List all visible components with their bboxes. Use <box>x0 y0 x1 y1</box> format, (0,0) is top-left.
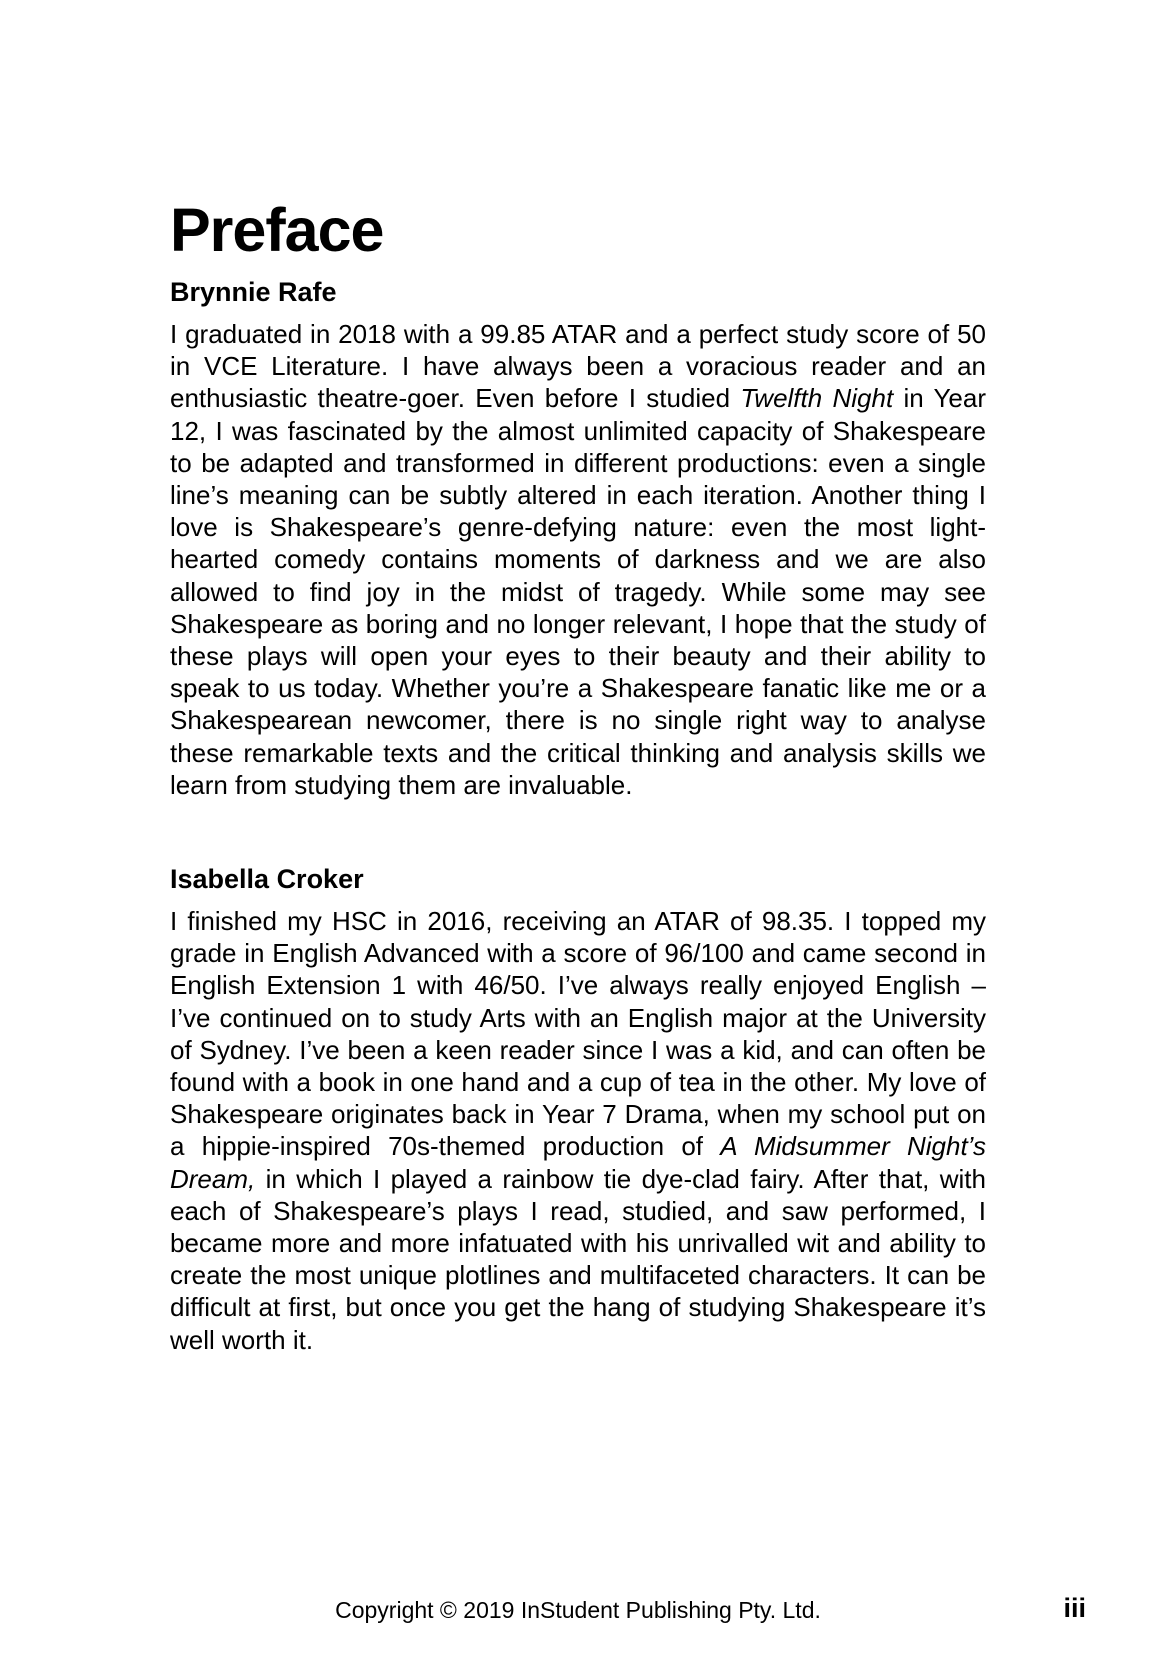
page-title: Preface <box>170 196 384 264</box>
paragraph-segment: in which I played a rainbow tie dye-clad fairy. After that, with each of Shakespeare’s plays I read, studied, and saw performed, I became more and more infatuated with his unrivalled wit and ability to create the most unique plotlines and multifaceted characters. It can be difficult at first, but once you get the hang of studying Shakespeare it’s well worth it. <box>170 1163 986 1355</box>
footer-copyright: Copyright © 2019 InStudent Publishing Pty. Ltd. <box>335 1597 821 1623</box>
book-title-midsummer-nights-dream: A Midsummer Night’s Dream, <box>170 1131 986 1194</box>
section-brynnie-rafe <box>170 276 986 801</box>
author-heading-brynnie-rafe: Brynnie Rafe <box>170 277 337 307</box>
paragraph-isabella-croker <box>170 905 986 1356</box>
paragraph-segment: I finished my HSC in 2016, receiving an ATAR of 98.35. I topped my grade in English Advanced with a score of 96/100 and came second in English Extension 1 with 46/50. I’ve always really enjoyed English – I’ve continued on to study Arts with an English major at the University of Sydney. I’ve been a keen reader since I was a kid, and can often be found with a book in one hand and a cup of tea in the other. My love of Shakespeare originates back in Year 7 Drama, when my school put on a hippie-inspired 70s-themed production of <box>170 906 986 1162</box>
section-isabella-croker <box>170 863 986 1356</box>
author-heading-isabella-croker: Isabella Croker <box>170 864 364 895</box>
paragraph-segment: in Year 12, I was fascinated by the almost unlimited capacity of Shakespeare to be adapted and transformed in different productions: even a single line’s meaning can be subtly altered in each iteration. Another thing I love is Shakespeare’s genre-defying nature: even the most light-hearted comedy contains moments of darkness and we are also allowed to find joy in the midst of tragedy. While some may see Shakespeare as boring and no longer relevant, I hope that the study of these plays will open your eyes to their beauty and their ability to speak to us today. Whether you’re a Shakespeare fanatic like me or a Shakespearean newcomer, there is no single right way to analyse these remarkable texts and the critical thinking and analysis skills we learn from studying them are invaluable. <box>170 383 987 800</box>
footer-page-number: iii <box>1063 1593 1086 1623</box>
page-content <box>170 0 986 1356</box>
paragraph-brynnie-rafe <box>170 318 986 801</box>
book-title-twelfth-night: Twelfth Night <box>740 383 894 414</box>
paragraph-segment: I graduated in 2018 with a 99.85 ATAR and a perfect study score of 50 in VCE Literature. I have always been a voracious reader and an enthusiastic theatre-goer. Even before I studied <box>170 319 986 414</box>
